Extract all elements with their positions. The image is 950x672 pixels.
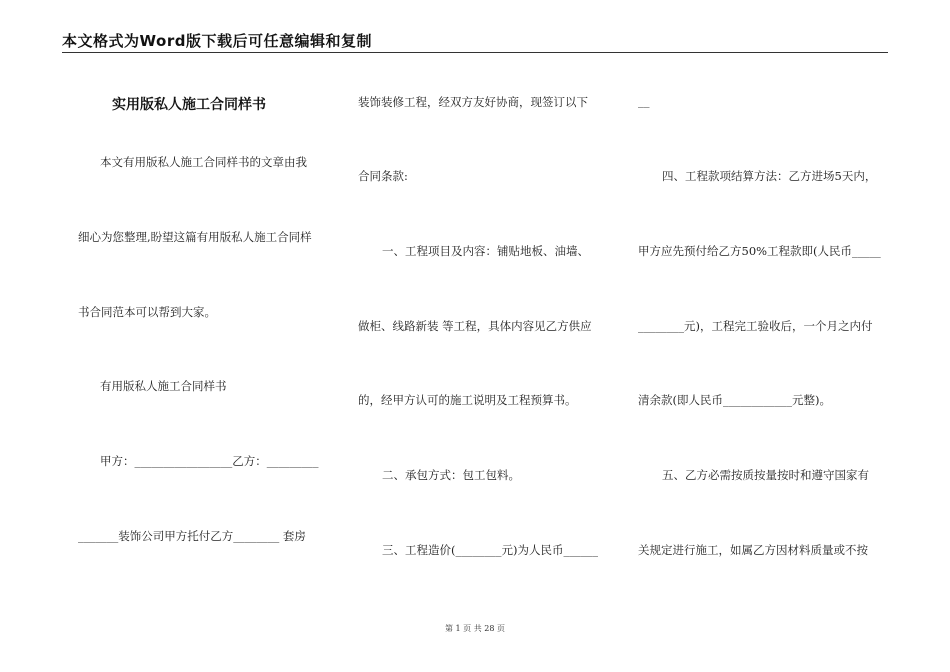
text-line: 五、乙方必需按质按量按时和遵守国家有 bbox=[662, 468, 869, 482]
document-banner: 本文格式为Word版下载后可任意编辑和复制 bbox=[62, 32, 372, 50]
banner-rule bbox=[62, 52, 888, 53]
text-line: 四、工程款项结算方法：乙方进场5天内， bbox=[662, 169, 877, 183]
text-line: 细心为您整理,盼望这篇有用版私人施工合同样 bbox=[78, 230, 312, 244]
text-line: _______装饰公司甲方托付乙方________ 套房 bbox=[78, 529, 306, 543]
text-line: 二、承包方式：包工包料。 bbox=[382, 468, 520, 482]
text-line: 关规定进行施工，如属乙方因材料质量或不按 bbox=[638, 543, 868, 557]
text-line: 装饰装修工程，经双方友好协商，现签订以下 bbox=[358, 95, 588, 109]
text-line: ________元)，工程完工验收后，一个月之内付 bbox=[638, 319, 873, 333]
text-line: __ bbox=[638, 94, 650, 108]
text-line: 本文有用版私人施工合同样书的文章由我 bbox=[100, 155, 307, 169]
text-line: 做柜、线路新装 等工程，具体内容见乙方供应 bbox=[358, 319, 592, 333]
text-line: 清余款(即人民币____________元整)。 bbox=[638, 393, 831, 407]
text-line: 有用版私人施工合同样书 bbox=[100, 379, 227, 393]
document-title: 实用版私人施工合同样书 bbox=[112, 97, 266, 113]
text-line: 的，经甲方认可的施工说明及工程预算书。 bbox=[358, 393, 577, 407]
text-line: 合同条款: bbox=[358, 169, 408, 183]
text-line: 甲方：_________________乙方：_________ bbox=[100, 454, 319, 468]
page-number-footer: 第 1 页 共 28 页 bbox=[445, 624, 505, 633]
text-line: 一、工程项目及内容：铺贴地板、油墙、 bbox=[382, 244, 589, 258]
text-line: 三、工程造价(________元)为人民币______ bbox=[382, 543, 598, 557]
text-line: 书合同范本可以帮到大家。 bbox=[78, 305, 216, 319]
text-line: 甲方应先预付给乙方50%工程款即(人民币_____ bbox=[638, 244, 881, 258]
